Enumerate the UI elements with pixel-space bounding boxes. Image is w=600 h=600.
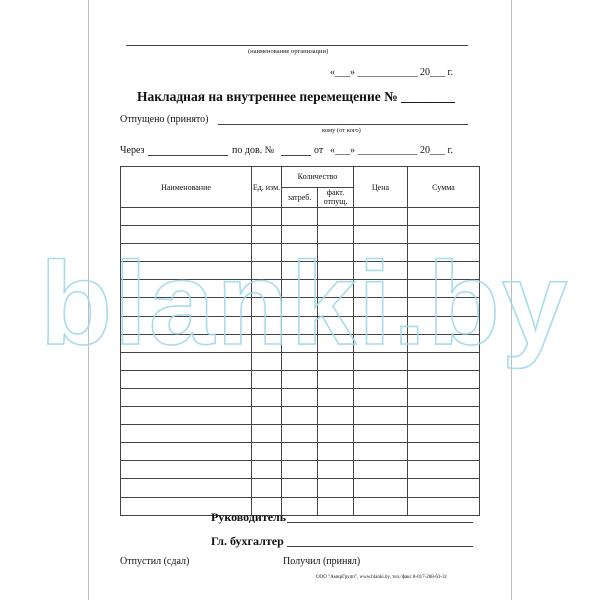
table-cell[interactable] xyxy=(252,244,282,262)
table-row xyxy=(121,298,480,316)
table-cell[interactable] xyxy=(282,370,318,388)
col-header-sum: Сумма xyxy=(408,167,480,208)
table-cell[interactable] xyxy=(282,334,318,352)
table-cell[interactable] xyxy=(252,298,282,316)
table-row xyxy=(121,479,480,497)
footer-imprint: ООО "АмирГрупп", www.blanki.by, тел./факс 8-017-268-63-31 xyxy=(316,575,448,580)
table-row xyxy=(121,388,480,406)
table-cell[interactable] xyxy=(252,370,282,388)
table-cell[interactable] xyxy=(354,262,408,280)
table-cell[interactable] xyxy=(354,208,408,226)
organization-line xyxy=(126,45,468,46)
table-cell[interactable] xyxy=(121,298,252,316)
table-cell[interactable] xyxy=(318,407,354,425)
table-cell[interactable] xyxy=(121,407,252,425)
table-cell[interactable] xyxy=(408,298,480,316)
table-cell[interactable] xyxy=(121,316,252,334)
table-cell[interactable] xyxy=(282,244,318,262)
items-table-body xyxy=(121,208,480,516)
table-cell[interactable] xyxy=(282,479,318,497)
received-by-label: Получил (принял) xyxy=(283,556,361,567)
table-cell[interactable] xyxy=(408,388,480,406)
released-by-label: Отпустил (сдал) xyxy=(120,556,190,567)
table-cell[interactable] xyxy=(318,244,354,262)
table-cell[interactable] xyxy=(121,208,252,226)
table-cell[interactable] xyxy=(252,407,282,425)
table-row xyxy=(121,443,480,461)
table-cell[interactable] xyxy=(354,334,408,352)
table-cell[interactable] xyxy=(318,497,354,515)
table-cell[interactable] xyxy=(318,352,354,370)
table-row xyxy=(121,425,480,443)
table-cell[interactable] xyxy=(408,497,480,515)
table-cell[interactable] xyxy=(282,425,318,443)
table-cell[interactable] xyxy=(121,388,252,406)
table-cell[interactable] xyxy=(318,316,354,334)
table-cell[interactable] xyxy=(121,425,252,443)
proxy-from-label: от xyxy=(314,145,324,156)
table-cell[interactable] xyxy=(121,334,252,352)
table-cell[interactable] xyxy=(121,479,252,497)
table-cell[interactable] xyxy=(252,479,282,497)
head-signature-label: Руководитель xyxy=(211,510,287,524)
col-header-quantity: Количество xyxy=(282,167,354,188)
table-cell[interactable] xyxy=(252,388,282,406)
table-cell[interactable] xyxy=(282,461,318,479)
table-cell[interactable] xyxy=(408,443,480,461)
table-cell[interactable] xyxy=(121,461,252,479)
table-cell[interactable] xyxy=(252,226,282,244)
table-row xyxy=(121,244,480,262)
table-cell[interactable] xyxy=(354,388,408,406)
table-cell[interactable] xyxy=(318,443,354,461)
table-cell[interactable] xyxy=(252,425,282,443)
chief-accountant-label: Гл. бухгалтер xyxy=(211,534,284,548)
to-whom-caption: кому (от кого) xyxy=(322,127,361,134)
table-row xyxy=(121,461,480,479)
table-cell[interactable] xyxy=(354,443,408,461)
table-cell[interactable] xyxy=(408,208,480,226)
table-row xyxy=(121,262,480,280)
table-cell[interactable] xyxy=(318,479,354,497)
table-row xyxy=(121,316,480,334)
table-row xyxy=(121,497,480,515)
table-cell[interactable] xyxy=(121,280,252,298)
table-row xyxy=(121,352,480,370)
table-cell[interactable] xyxy=(121,226,252,244)
table-cell[interactable] xyxy=(282,262,318,280)
table-cell[interactable] xyxy=(252,316,282,334)
col-header-unit: Ед. изм. xyxy=(252,167,282,208)
table-cell[interactable] xyxy=(408,334,480,352)
table-cell[interactable] xyxy=(252,208,282,226)
col-header-released: факт. отпущ. xyxy=(318,187,354,208)
table-cell[interactable] xyxy=(252,262,282,280)
table-cell[interactable] xyxy=(282,208,318,226)
table-row xyxy=(121,334,480,352)
via-label: Через xyxy=(120,145,145,156)
table-cell[interactable] xyxy=(121,262,252,280)
head-signature-line xyxy=(287,522,473,523)
document-title: Накладная на внутреннее перемещение № ________ xyxy=(137,89,456,104)
table-cell[interactable] xyxy=(282,497,318,515)
table-cell[interactable] xyxy=(282,316,318,334)
chief-accountant-signature-line xyxy=(287,546,473,547)
released-to-line xyxy=(218,124,468,125)
table-cell[interactable] xyxy=(318,388,354,406)
table-cell[interactable] xyxy=(282,388,318,406)
table-cell[interactable] xyxy=(318,226,354,244)
table-cell[interactable] xyxy=(318,334,354,352)
via-line xyxy=(148,155,228,156)
table-cell[interactable] xyxy=(354,497,408,515)
table-cell[interactable] xyxy=(354,226,408,244)
table-cell[interactable] xyxy=(354,461,408,479)
items-table xyxy=(120,166,480,516)
table-cell[interactable] xyxy=(354,280,408,298)
table-cell[interactable] xyxy=(354,407,408,425)
table-cell[interactable] xyxy=(121,244,252,262)
table-cell[interactable] xyxy=(408,226,480,244)
organization-caption: (наименование организации) xyxy=(248,48,329,55)
table-cell[interactable] xyxy=(354,425,408,443)
table-cell[interactable] xyxy=(282,443,318,461)
table-row xyxy=(121,280,480,298)
table-cell[interactable] xyxy=(408,425,480,443)
table-cell[interactable] xyxy=(354,316,408,334)
table-cell[interactable] xyxy=(408,461,480,479)
table-cell[interactable] xyxy=(318,262,354,280)
table-cell[interactable] xyxy=(121,352,252,370)
table-row xyxy=(121,370,480,388)
table-cell[interactable] xyxy=(408,407,480,425)
table-row xyxy=(121,226,480,244)
table-cell[interactable] xyxy=(252,443,282,461)
table-cell[interactable] xyxy=(318,280,354,298)
proxy-date: «___» ____________ 20___ г. xyxy=(330,145,453,156)
table-cell[interactable] xyxy=(408,316,480,334)
col-header-name: Наименование xyxy=(121,167,252,208)
table-cell[interactable] xyxy=(354,370,408,388)
col-header-price: Цена xyxy=(354,167,408,208)
proxy-label: по дов. № xyxy=(232,145,275,156)
table-cell[interactable] xyxy=(318,370,354,388)
table-cell[interactable] xyxy=(318,208,354,226)
table-cell[interactable] xyxy=(282,407,318,425)
document-date: «___» ____________ 20___ г. xyxy=(330,67,453,78)
table-cell[interactable] xyxy=(408,479,480,497)
table-row xyxy=(121,407,480,425)
table-cell[interactable] xyxy=(318,298,354,316)
table-cell[interactable] xyxy=(282,226,318,244)
proxy-number-line xyxy=(281,155,311,156)
table-cell[interactable] xyxy=(252,280,282,298)
table-cell[interactable] xyxy=(354,352,408,370)
table-cell[interactable] xyxy=(282,298,318,316)
table-cell[interactable] xyxy=(354,479,408,497)
released-label: Отпущено (принято) xyxy=(120,114,209,125)
table-cell[interactable] xyxy=(252,461,282,479)
table-cell[interactable] xyxy=(354,298,408,316)
table-cell[interactable] xyxy=(408,352,480,370)
table-cell[interactable] xyxy=(252,334,282,352)
table-cell[interactable] xyxy=(282,280,318,298)
table-cell[interactable] xyxy=(408,262,480,280)
table-cell[interactable] xyxy=(408,244,480,262)
table-cell[interactable] xyxy=(354,244,408,262)
col-header-requested: затреб. xyxy=(282,187,318,208)
table-cell[interactable] xyxy=(121,370,252,388)
table-cell[interactable] xyxy=(252,352,282,370)
table-cell[interactable] xyxy=(408,280,480,298)
table-cell[interactable] xyxy=(318,461,354,479)
table-cell[interactable] xyxy=(318,425,354,443)
table-cell[interactable] xyxy=(408,370,480,388)
table-row xyxy=(121,208,480,226)
table-cell[interactable] xyxy=(121,443,252,461)
table-cell[interactable] xyxy=(282,352,318,370)
